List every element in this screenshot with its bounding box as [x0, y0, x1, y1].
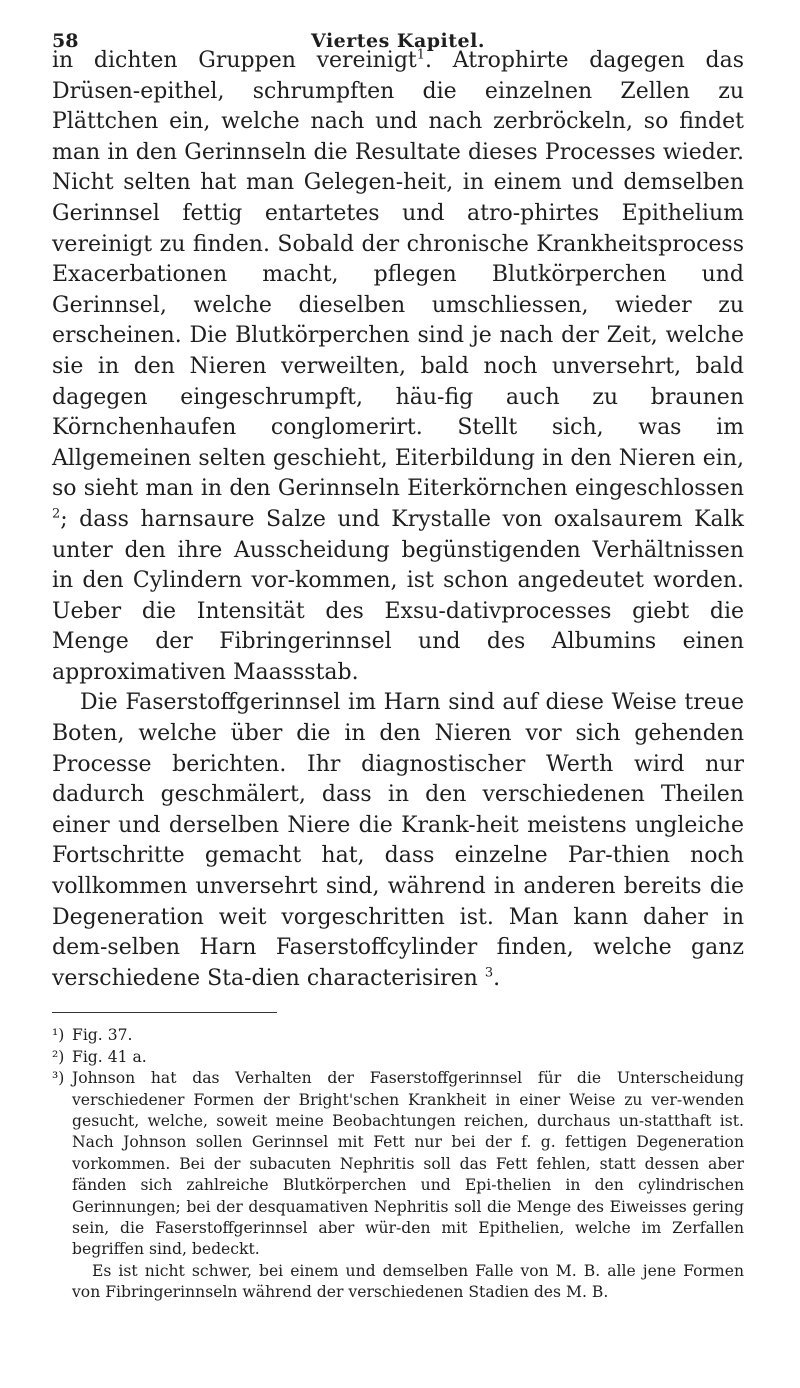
footnote-1: [52, 1025, 744, 1046]
footnote-3-text: Johnson hat das Verhalten der Faserstoffgerinnsel für die Unterscheidung verschiedener Formen der Bright'schen Krankheit in einer Weise zu ver-wenden gesucht, welche, soweit meine Beobachtungen reichen, durchaus un-statthaft ist. Nach Johnson sollen Gerinnsel mit Fett nur bei der f. g. fettigen Degeneration vorkommen. Bei der subacuten Nephritis soll das Fett fehlen, statt dessen aber fänden sich zahlreiche Blutkörperchen und Epi-thelien in den cylindrischen Gerinnungen; bei der desquamativen Nephritis soll die Menge des Eiweisses gering sein, die Faserstoffgerinnsel aber wür-den mit Epithelien, welche im Zerfallen begriffen sind, bedeckt.: [72, 1069, 744, 1259]
footnote-divider: [52, 1012, 277, 1013]
footnote-3-continuation: Es ist nicht schwer, bei einem und demselben Falle von M. B. alle jene Formen von Fibringerinnseln während der verschiedenen Stadien des M. B.: [72, 1261, 744, 1302]
paragraph-1-part-c: ; dass harnsaure Salze und Krystalle von oxalsaurem Kalk unter den ihre Ausscheidung begünstigenden Verhältnissen in den Cylindern vor-kommen, ist schon angedeutet worden. Ueber die Intensität des Exsu-dativprocesses giebt die Menge der Fibringerinnsel und des Albumins einen approximativen Maassstab.: [52, 506, 744, 685]
footnote-ref-2: 2: [52, 506, 61, 522]
footnote-2: [52, 1047, 744, 1068]
footnote-3: [52, 1068, 744, 1261]
footnote-ref-3: 3: [484, 965, 494, 981]
page-number: 58: [52, 30, 79, 52]
paragraph-2: [52, 688, 744, 994]
paragraph-1-part-a: in dichten Gruppen vereinigt: [52, 48, 417, 73]
paragraph-2-part-a: Die Faserstoffgerinnsel im Harn sind auf diese Weise treue Boten, welche über die in den Nieren vor sich gehenden Processe berichten. Ihr diagnostischer Werth wird nur dadurch geschmälert, dass in den verschiedenen Theilen einer und derselben Niere die Krank-heit meistens ungleiche Fortschritte gemacht hat, dass einzelne Par-thien noch vollkommen unversehrt sind, während in anderen bereits die Degeneration weit vorgeschritten ist. Man kann daher in dem-selben Harn Faserstoffcylinder finden, welche ganz verschiedene Sta-dien characterisiren: [52, 690, 744, 991]
chapter-title: Viertes Kapitel.: [311, 30, 485, 52]
main-text: [52, 46, 744, 994]
paragraph-2-part-b: .: [493, 965, 501, 991]
footnotes: [52, 1025, 744, 1303]
footnote-1-text: Fig. 37.: [72, 1026, 133, 1045]
running-head: [52, 0, 744, 52]
footnote-ref-1: 1: [416, 47, 426, 63]
footnote-1-mark: ¹): [52, 1026, 65, 1045]
paragraph-1: [52, 46, 744, 688]
footnote-2-mark: ²): [52, 1047, 65, 1066]
paragraph-1-part-b: . Atrophirte dagegen das Drüsen-epithel, schrumpften die einzelnen Zellen zu Plättchen ein, welche nach und nach zerbröckeln, so findet man in den Gerinnseln die Resultate dieses Processes wieder. Nicht selten hat man Gelegen-heit, in einem und demselben Gerinnsel fettig entartetes und atro-phirtes Epithelium vereinigt zu finden. Sobald der chronische Krankheitsprocess Exacerbationen macht, pflegen Blutkörperchen und Gerinnsel, welche dieselben umschliessen, wieder zu erscheinen. Die Blutkörperchen sind je nach der Zeit, welche sie in den Nieren verweilten, bald noch unversehrt, bald dagegen eingeschrumpft, häu-fig auch zu braunen Körnchenhaufen conglomerirt. Stellt sich, was im Allgemeinen selten geschieht, Eiterbildung in den Nieren ein, so sieht man in den Gerinnseln Eiterkörnchen eingeschlossen: [52, 48, 744, 502]
footnote-2-text: Fig. 41 a.: [72, 1047, 147, 1066]
footnote-3-mark: ³): [52, 1069, 65, 1088]
